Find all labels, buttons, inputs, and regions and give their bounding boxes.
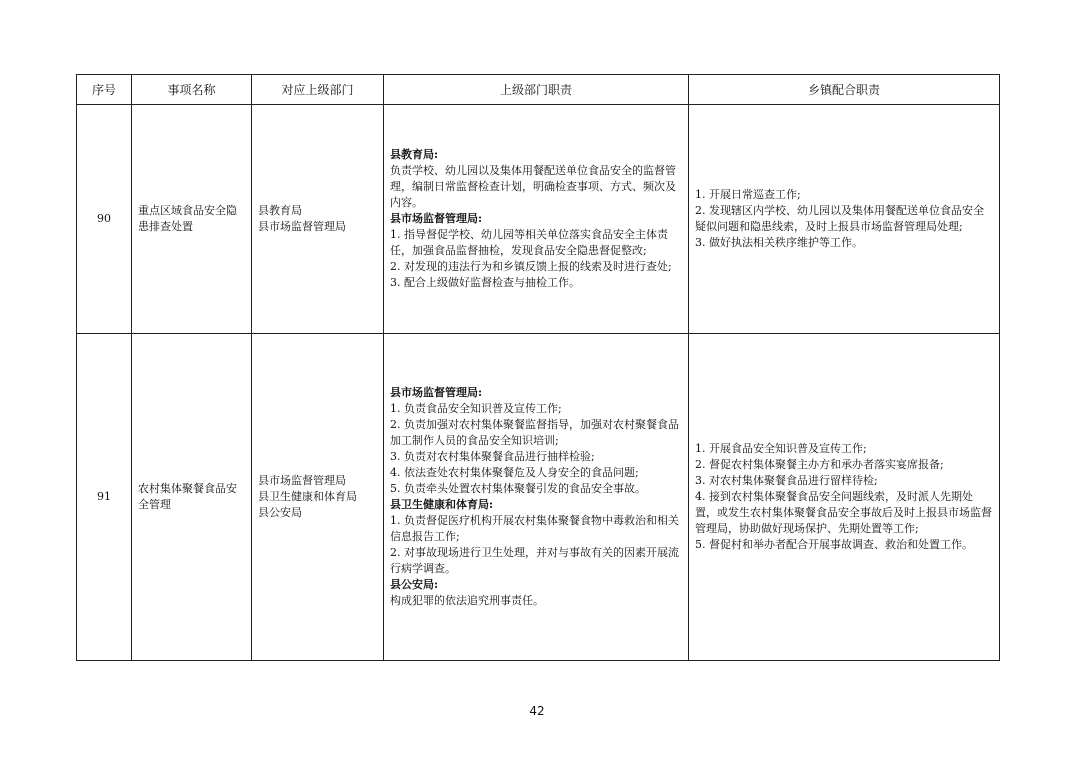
superior-duties: [384, 334, 689, 661]
dept-entry: 县公安局: [258, 506, 302, 519]
header-superior-duties: 上级部门职责: [384, 75, 689, 105]
superior-duties: [384, 105, 689, 334]
item-name: 重点区域食品安全隐患排查处置: [132, 105, 252, 334]
town-duties: [689, 334, 1000, 661]
town-duty-line: 3. 做好执法相关秩序维护等工作。: [695, 236, 863, 249]
duty-line: 3. 负责对农村集体聚餐食品进行抽样检验;: [390, 450, 595, 463]
superior-depts: [252, 105, 384, 334]
duties-table: [76, 74, 1000, 661]
duty-line: 1. 指导督促学校、幼儿园等相关单位落实食品安全主体责任，加强食品监督抽检，发现食品安全隐患督促整改;: [390, 228, 668, 257]
header-superior-dept: 对应上级部门: [252, 75, 384, 105]
duty-line: 5. 负责牵头处置农村集体聚餐引发的食品安全事故。: [390, 482, 646, 495]
dept-entry: 县市场监督管理局: [258, 220, 346, 233]
duty-dept-heading: 县卫生健康和体育局:: [390, 498, 494, 511]
table-row: [77, 334, 1000, 661]
header-item-name: 事项名称: [132, 75, 252, 105]
duty-line: 4. 依法查处农村集体聚餐危及人身安全的食品问题;: [390, 466, 639, 479]
town-duties: [689, 105, 1000, 334]
table-header-row: [77, 75, 1000, 105]
town-duty-line: 3. 对农村集体聚餐食品进行留样待检;: [695, 474, 878, 487]
duty-dept-heading: 县市场监督管理局:: [390, 212, 483, 225]
row-number: 90: [77, 105, 132, 334]
duty-dept-heading: 县公安局:: [390, 578, 439, 591]
item-name: 农村集体聚餐食品安全管理: [132, 334, 252, 661]
duty-dept-heading: 县教育局:: [390, 148, 439, 161]
town-duty-line: 4. 接到农村集体聚餐食品安全问题线索，及时派人先期处置，或发生农村集体聚餐食品安全事故后及时上报县市场监督管理局，协助做好现场保护、先期处置等工作;: [695, 490, 992, 535]
header-serial: 序号: [77, 75, 132, 105]
town-duty-line: 1. 开展日常巡查工作;: [695, 188, 801, 201]
duty-line: 2. 负责加强对农村集体聚餐监督指导，加强对农村聚餐食品加工制作人员的食品安全知识培训;: [390, 418, 679, 447]
duty-line: 2. 对事故现场进行卫生处理，并对与事故有关的因素开展流行病学调查。: [390, 546, 679, 575]
duty-dept-heading: 县市场监督管理局:: [390, 386, 483, 399]
town-duty-line: 5. 督促村和举办者配合开展事故调查、救治和处置工作。: [695, 538, 973, 551]
row-number: 91: [77, 334, 132, 661]
duty-line: 2. 对发现的违法行为和乡镇反馈上报的线索及时进行查处;: [390, 260, 672, 273]
page-number: 42: [529, 704, 545, 718]
duty-line: 3. 配合上级做好监督检查与抽检工作。: [390, 276, 580, 289]
duty-line: 1. 负责食品安全知识普及宣传工作;: [390, 402, 562, 415]
dept-entry: 县市场监督管理局: [258, 474, 346, 487]
header-town-duties: 乡镇配合职责: [689, 75, 1000, 105]
dept-entry: 县教育局: [258, 204, 302, 217]
duty-line: 负责学校、幼儿园以及集体用餐配送单位食品安全的监督管理，编制日常监督检查计划，明确检查事项、方式、频次及内容。: [390, 164, 676, 209]
town-duty-line: 2. 督促农村集体聚餐主办方和承办者落实宴席报备;: [695, 458, 944, 471]
superior-depts: [252, 334, 384, 661]
town-duty-line: 2. 发现辖区内学校、幼儿园以及集体用餐配送单位食品安全疑似问题和隐患线索，及时上报县市场监督管理局处理;: [695, 204, 984, 233]
duty-line: 1. 负责督促医疗机构开展农村集体聚餐食物中毒救治和相关信息报告工作;: [390, 514, 679, 543]
table-row: [77, 105, 1000, 334]
dept-entry: 县卫生健康和体育局: [258, 490, 357, 503]
duty-line: 构成犯罪的依法追究刑事责任。: [390, 594, 544, 607]
town-duty-line: 1. 开展食品安全知识普及宣传工作;: [695, 442, 867, 455]
